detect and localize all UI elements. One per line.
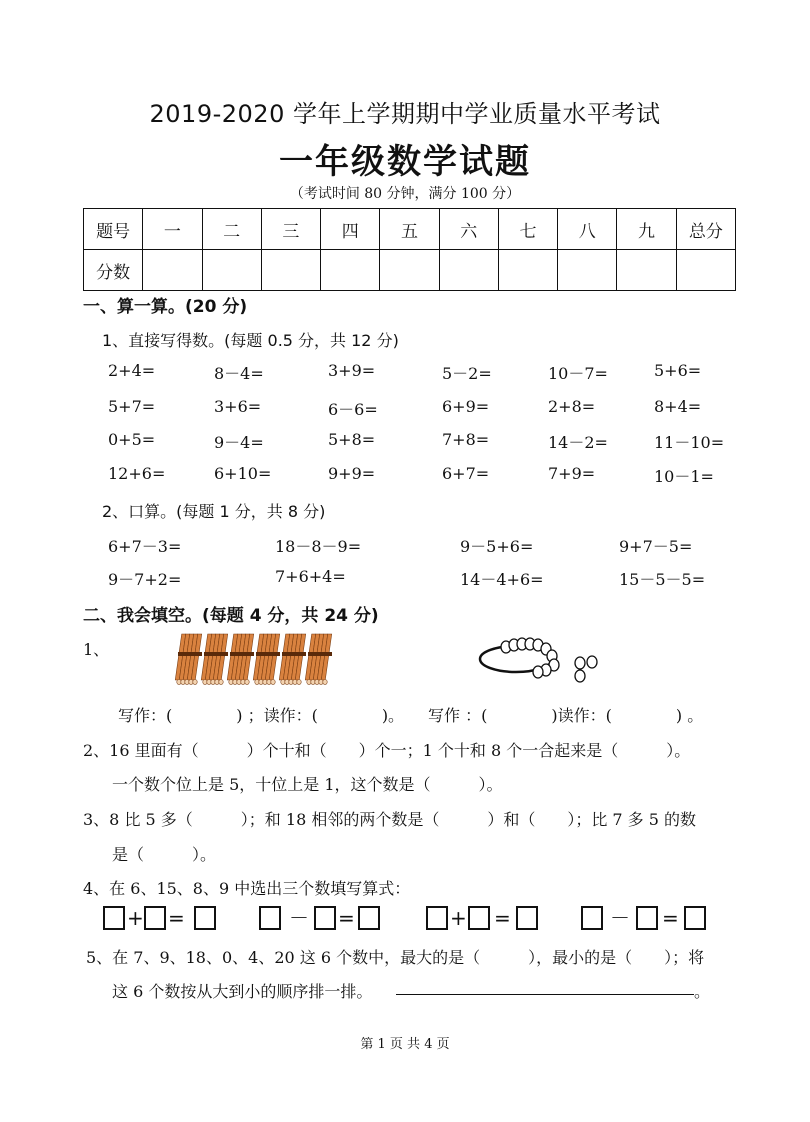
- minus-sign: －: [289, 906, 309, 930]
- score-blank[interactable]: [617, 250, 676, 291]
- score-cell: 七: [498, 209, 557, 250]
- section2-title: 二、我会填空。(每题 4 分，共 24 分): [83, 606, 379, 626]
- q5-answer-line[interactable]: [396, 994, 694, 995]
- equation: 9+7－5=: [619, 537, 693, 556]
- answer-box[interactable]: [468, 906, 490, 930]
- score-cell: 六: [439, 209, 498, 250]
- exam-note: （考试时间 80 分钟，满分 100 分）: [289, 186, 521, 202]
- answer-box[interactable]: [516, 906, 538, 930]
- q4-line: 4、在 6、15、8、9 中选出三个数填写算式：: [83, 879, 411, 898]
- part1-title: 1、直接写得数。(每题 0.5 分，共 12 分): [102, 331, 399, 350]
- equals-sign: =: [494, 906, 511, 930]
- score-blank[interactable]: [380, 250, 439, 291]
- equation: 14－4+6=: [460, 570, 544, 589]
- score-table-header-row: [84, 209, 736, 250]
- score-blank[interactable]: [143, 250, 202, 291]
- score-cell: 三: [261, 209, 320, 250]
- equation: 6+10=: [214, 464, 272, 483]
- exam-subject: 一年级数学试题: [279, 142, 531, 182]
- answer-box[interactable]: [103, 906, 125, 930]
- score-cell: 五: [380, 209, 439, 250]
- score-cell: 题号: [84, 209, 143, 250]
- equals-sign: =: [338, 906, 355, 930]
- score-blank[interactable]: [202, 250, 261, 291]
- section1-title: 一、算一算。(20 分): [83, 297, 248, 317]
- equation: 2+4=: [108, 361, 156, 380]
- q1-line: 写作：( ) ；读作：( )。 写作 ：( )读作：( ) 。: [118, 706, 704, 725]
- part2-title: 2、口算。(每题 1 分，共 8 分): [102, 502, 326, 521]
- score-label: 分数: [84, 250, 143, 291]
- score-cell: 四: [321, 209, 380, 250]
- equation: 9－5+6=: [460, 537, 534, 556]
- equation: 5+8=: [328, 430, 376, 449]
- answer-box[interactable]: [426, 906, 448, 930]
- score-blank[interactable]: [676, 250, 735, 291]
- equation: 5+7=: [108, 397, 156, 416]
- abacus-beads-image: [476, 635, 602, 687]
- q5-end-mark: 。: [694, 982, 711, 1001]
- equation: 5+6=: [654, 361, 702, 380]
- equation: 6+7－3=: [108, 537, 182, 556]
- answer-box[interactable]: [684, 906, 706, 930]
- score-blank[interactable]: [321, 250, 380, 291]
- answer-box[interactable]: [636, 906, 658, 930]
- score-blank[interactable]: [558, 250, 617, 291]
- equation: 2+8=: [548, 397, 596, 416]
- answer-box[interactable]: [581, 906, 603, 930]
- equation: 8+4=: [654, 397, 702, 416]
- equation: 12+6=: [108, 464, 166, 483]
- equation: 3+9=: [328, 361, 376, 380]
- equation: 7+6+4=: [275, 567, 346, 586]
- score-table-score-row: [84, 250, 736, 291]
- q3-line2: 是（ ）。: [112, 845, 217, 864]
- equation: 10－7=: [548, 364, 608, 383]
- equation: 9－4=: [214, 433, 264, 452]
- equation: 0+5=: [108, 430, 156, 449]
- score-cell: 九: [617, 209, 676, 250]
- equation: 7+9=: [548, 464, 596, 483]
- equation: 8－4=: [214, 364, 264, 383]
- equation: 10－1=: [654, 467, 714, 486]
- stick-bundles-image: [172, 632, 336, 690]
- equals-sign: =: [168, 906, 185, 930]
- equation: 3+6=: [214, 397, 262, 416]
- score-cell: 总分: [676, 209, 735, 250]
- equation: 5－2=: [442, 364, 492, 383]
- answer-box[interactable]: [144, 906, 166, 930]
- plus-sign: +: [450, 906, 467, 930]
- q3-line1: 3、8 比 5 多（ ）；和 18 相邻的两个数是（ ）和（ ）；比 7 多 5 的数: [83, 810, 697, 829]
- equation: 15－5－5=: [619, 570, 706, 589]
- page-footer: 第 1 页 共 4 页: [360, 1037, 450, 1052]
- exam-title: 2019-2020 学年上学期期中学业质量水平考试: [149, 100, 661, 128]
- equation: 9+9=: [328, 464, 376, 483]
- q1-number: 1、: [83, 640, 110, 659]
- answer-box[interactable]: [358, 906, 380, 930]
- answer-box[interactable]: [194, 906, 216, 930]
- equation: 7+8=: [442, 430, 490, 449]
- equation: 6－6=: [328, 400, 378, 419]
- equation: 18－8－9=: [275, 537, 362, 556]
- score-blank[interactable]: [498, 250, 557, 291]
- plus-sign: +: [127, 906, 144, 930]
- equation: 6+7=: [442, 464, 490, 483]
- score-table: [83, 208, 736, 291]
- equation: 9－7+2=: [108, 570, 182, 589]
- score-cell: 八: [558, 209, 617, 250]
- q2-line2: 一个数个位上是 5，十位上是 1，这个数是（ ）。: [112, 775, 503, 794]
- q5-line1: 5、在 7、9、18、0、4、20 这 6 个数中，最大的是（ ），最小的是（ ）；将: [86, 948, 705, 967]
- minus-sign: －: [610, 906, 630, 930]
- equation: 6+9=: [442, 397, 490, 416]
- equation: 11－10=: [654, 433, 725, 452]
- score-cell: 一: [143, 209, 202, 250]
- q2-line1: 2、16 里面有（ ）个十和（ ）个一；1 个十和 8 个一合起来是（ ）。: [83, 741, 691, 760]
- equation: 14－2=: [548, 433, 608, 452]
- answer-box[interactable]: [259, 906, 281, 930]
- equals-sign: =: [662, 906, 679, 930]
- q5-line2: 这 6 个数按从大到小的顺序排一排。: [112, 982, 373, 1001]
- score-blank[interactable]: [439, 250, 498, 291]
- answer-box[interactable]: [314, 906, 336, 930]
- score-cell: 二: [202, 209, 261, 250]
- score-blank[interactable]: [261, 250, 320, 291]
